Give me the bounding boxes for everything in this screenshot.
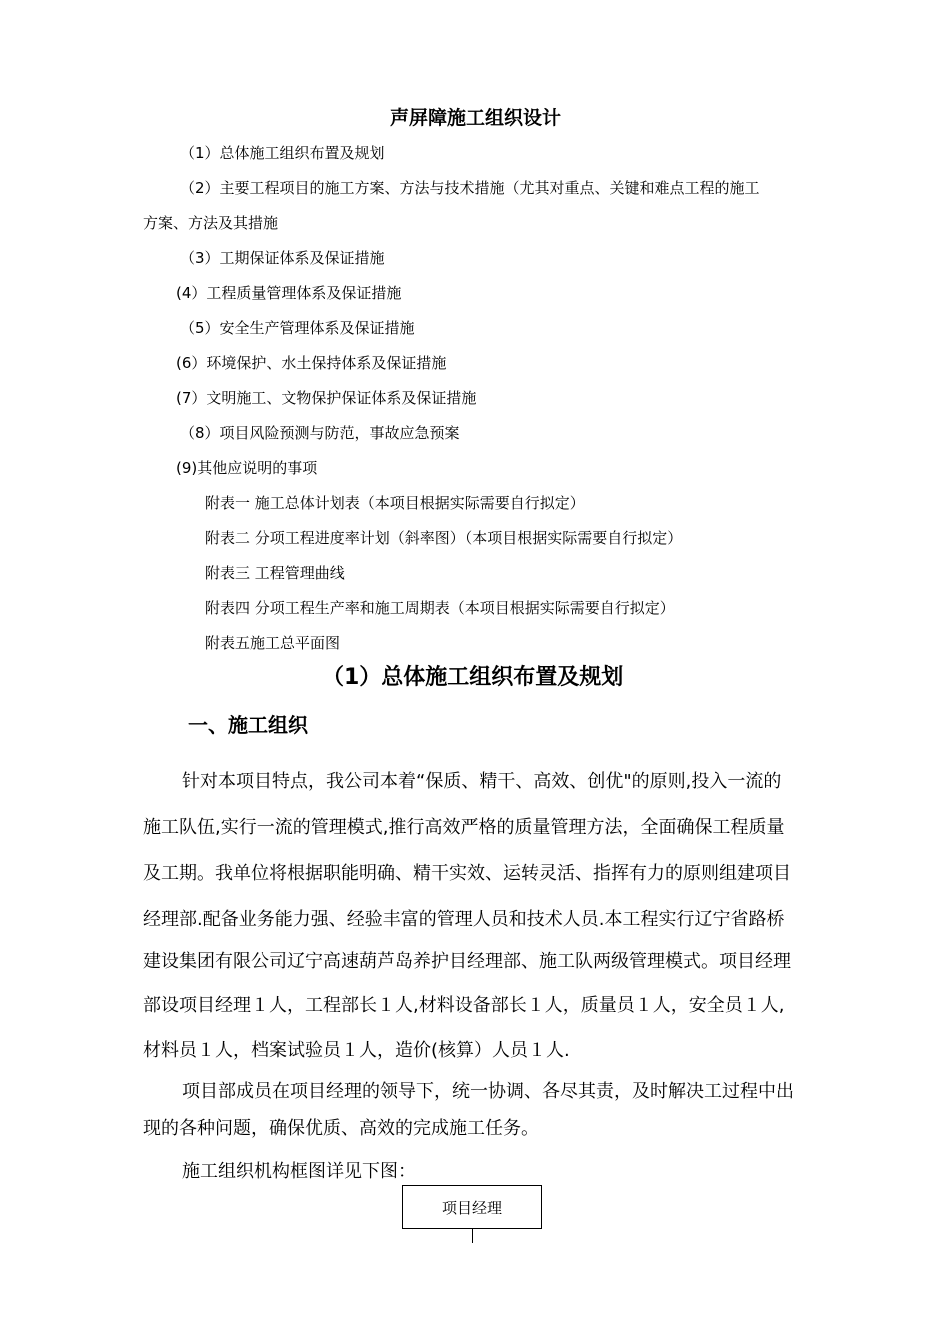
toc-item-5: （5）安全生产管理体系及保证措施 [180,319,415,337]
document-title: 声屏障施工组织设计 [390,107,562,129]
toc-item-2-line-2: 方案、方法及其措施 [143,214,279,232]
appendix-2: 附表二 分项工程进度率计划（斜率图）（本项目根据实际需要自行拟定） [205,529,683,547]
paragraph-2-line-1: 项目部成员在项目经理的领导下，统一协调、各尽其责，及时解决工过程中出 [182,1081,794,1102]
diagram-intro: 施工组织机构框图详见下图： [182,1161,416,1182]
toc-item-7: (7）文明施工、文物保护保证体系及保证措施 [176,389,477,407]
paragraph-1-line-2: 施工队伍,实行一流的管理模式,推行高效严格的质量管理方法，全面确保工程质量 [143,817,785,838]
org-chart-box-label: 项目经理 [441,1198,502,1217]
appendix-5: 附表五施工总平面图 [205,634,341,652]
section-1-heading: （1）总体施工组织布置及规划 [322,665,624,690]
appendix-4: 附表四 分项工程生产率和施工周期表（本项目根据实际需要自行拟定） [205,599,675,617]
toc-item-4: (4）工程质量管理体系及保证措施 [176,284,402,302]
toc-item-8: （8）项目风险预测与防范，事故应急预案 [180,424,460,442]
paragraph-1-line-4: 经理部.配备业务能力强、经验丰富的管理人员和技术人员.本工程实行辽宁省路桥 [143,909,785,930]
subsection-heading: 一、施工组织 [188,713,308,737]
appendix-3: 附表三 工程管理曲线 [205,564,345,582]
paragraph-1-line-1: 针对本项目特点，我公司本着“保质、精干、高效、创优"的原则,投入一流的 [182,771,782,792]
paragraph-1-line-7: 材料员１人，档案试验员１人，造价(核算）人员１人. [143,1040,570,1061]
toc-item-6: (6）环境保护、水土保持体系及保证措施 [176,354,447,372]
org-chart-project-manager-box [402,1185,542,1229]
paragraph-1-line-5: 建设集团有限公司辽宁高速葫芦岛养护目经理部、施工队两级管理模式。项目经理 [143,951,791,972]
paragraph-2-line-2: 现的各种问题，确保优质、高效的完成施工任务。 [143,1118,539,1139]
toc-item-3: （3）工期保证体系及保证措施 [180,249,385,267]
toc-item-1: （1）总体施工组织布置及规划 [180,144,385,162]
paragraph-1-line-6: 部设项目经理１人，工程部长１人,材料设备部长１人，质量员１人，安全员１人, [143,995,785,1016]
toc-item-2-line-1: （2）主要工程项目的施工方案、方法与技术措施（尤其对重点、关键和难点工程的施工 [180,179,760,197]
appendix-1: 附表一 施工总体计划表（本项目根据实际需要自行拟定） [205,494,585,512]
org-chart-connector-line [472,1229,473,1243]
toc-item-9: (9)其他应说明的事项 [176,459,318,477]
paragraph-1-line-3: 及工期。我单位将根据职能明确、精干实效、运转灵活、指挥有力的原则组建项目 [143,863,791,884]
